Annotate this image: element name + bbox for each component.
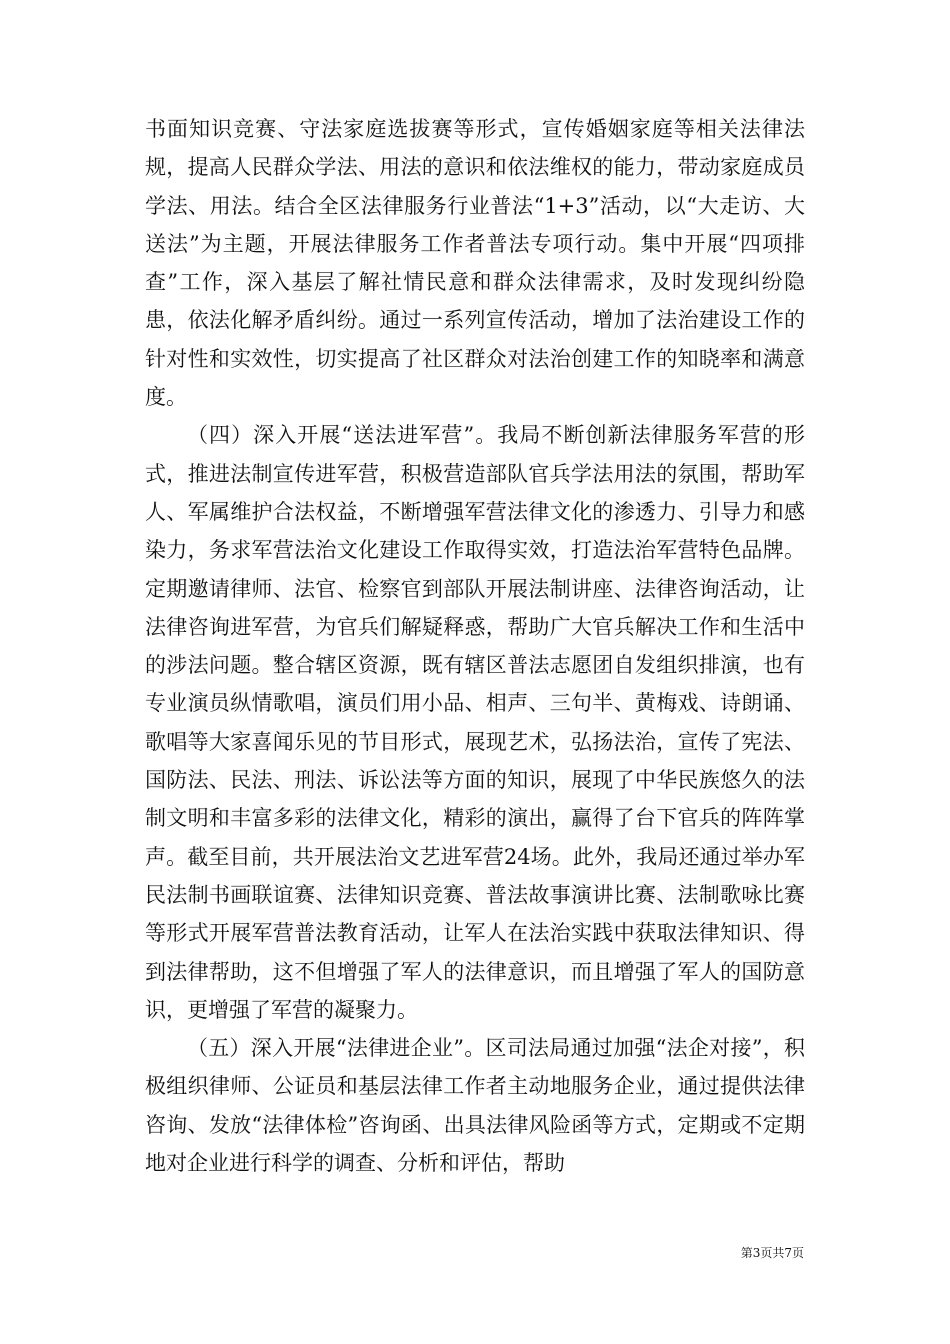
paragraph-2: （四）深入开展“送法进军营”。我局不断创新法律服务军营的形式，推进法制宣传进军营，积极营造部队官兵学法用法的氛围，帮助军人、军属维护合法权益，不断增强军营法律文化的渗透力、引导力和感染力，务求军营法治文化建设工作取得实效，打造法治军营特色品牌。定期邀请律师、法官、检察官到部队开展法制讲座、法律咨询活动，让法律咨询进军营，为官兵们解疑释惑，帮助广大官兵解决工作和生活中的涉法问题。整合辖区资源，既有辖区普法志愿团自发组织排演，也有专业演员纵情歌唱，演员们用小品、相声、三句半、黄梅戏、诗朗诵、歌唱等大家喜闻乐见的节目形式，展现艺术，弘扬法治，宣传了宪法、国防法、民法、刑法、诉讼法等方面的知识，展现了中华民族悠久的法制文明和丰富多彩的法律文化，精彩的演出，赢得了台下官兵的阵阵掌声。截至目前，共开展法治文艺进军营24场。此外，我局还通过举办军民法制书画联谊赛、法律知识竞赛、普法故事演讲比赛、法制歌咏比赛等形式开展军营普法教育活动，让军人在法治实践中获取法律知识、得到法律帮助，这不但增强了军人的法律意识，而且增强了军人的国防意识，更增强了军营的凝聚力。: [145, 423, 805, 1022]
paragraph-3: （五）深入开展“法律进企业”。区司法局通过加强“法企对接”，积极组织律师、公证员和基层法律工作者主动地服务企业，通过提供法律咨询、发放“法律体检”咨询函、出具法律风险函等方式，定期或不定期地对企业进行科学的调查、分析和评估，帮助: [145, 1036, 805, 1176]
page-number-footer: 第3页共7页: [740, 1246, 804, 1260]
paragraph-1: 书面知识竞赛、守法家庭选拔赛等形式，宣传婚姻家庭等相关法律法规，提高人民群众学法、用法的意识和依法维权的能力，带动家庭成员学法、用法。结合全区法律服务行业普法“1+3”活动，以“大走访、大送法”为主题，开展法律服务工作者普法专项行动。集中开展“四项排查”工作，深入基层了解社情民意和群众法律需求，及时发现纠纷隐患，依法化解矛盾纠纷。通过一系列宣传活动，增加了法治建设工作的针对性和实效性，切实提高了社区群众对法治创建工作的知晓率和满意度。: [145, 117, 805, 410]
document-body: [145, 110, 805, 1182]
